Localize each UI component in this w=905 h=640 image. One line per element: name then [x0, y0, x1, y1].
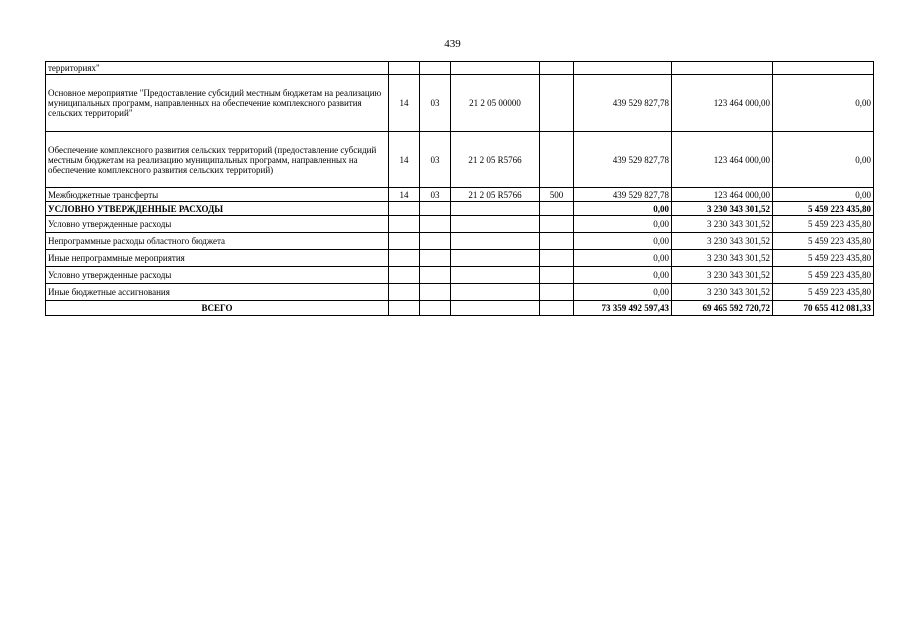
row-csr: [451, 216, 540, 233]
row-year1: 0,00: [574, 233, 672, 250]
row-year2: 3 230 343 301,52: [672, 202, 773, 216]
row-year3: 5 459 223 435,80: [773, 267, 874, 284]
row-rz: [420, 250, 451, 267]
row-gr: 14: [389, 132, 420, 188]
row-year1: 439 529 827,78: [574, 188, 672, 202]
row-rz: 03: [420, 132, 451, 188]
row-year1: 439 529 827,78: [574, 132, 672, 188]
row-year2: 3 230 343 301,52: [672, 250, 773, 267]
row-rz: [420, 233, 451, 250]
row-csr: [451, 202, 540, 216]
row-gr: [389, 62, 420, 75]
total-row: [46, 301, 874, 316]
row-year1: 0,00: [574, 202, 672, 216]
row-csr: [451, 62, 540, 75]
row-csr: [451, 284, 540, 301]
row-year3: [773, 62, 874, 75]
row-year3: 0,00: [773, 75, 874, 132]
row-vr: [540, 250, 574, 267]
total-year1: 73 359 492 597,43: [574, 301, 672, 316]
row-vr: [540, 216, 574, 233]
row-csr: 21 2 05 R5766: [451, 188, 540, 202]
total-gr: [389, 301, 420, 316]
row-year3: 0,00: [773, 132, 874, 188]
row-vr: [540, 62, 574, 75]
row-gr: [389, 267, 420, 284]
table-row: [46, 62, 874, 75]
total-csr: [451, 301, 540, 316]
row-rz: [420, 216, 451, 233]
row-year2: 3 230 343 301,52: [672, 267, 773, 284]
table-row: [46, 188, 874, 202]
row-vr: [540, 233, 574, 250]
total-rz: [420, 301, 451, 316]
row-rz: 03: [420, 75, 451, 132]
row-year1: [574, 62, 672, 75]
row-name: Условно утвержденные расходы: [46, 216, 389, 233]
row-rz: [420, 62, 451, 75]
row-name: Непрограммные расходы областного бюджета: [46, 233, 389, 250]
row-year2: 123 464 000,00: [672, 75, 773, 132]
row-year2: [672, 62, 773, 75]
row-rz: [420, 202, 451, 216]
page-number: 439: [444, 38, 461, 50]
row-csr: [451, 267, 540, 284]
table-row: [46, 216, 874, 233]
row-year3: 0,00: [773, 188, 874, 202]
budget-table: [45, 61, 874, 316]
row-year3: 5 459 223 435,80: [773, 284, 874, 301]
row-year2: 123 464 000,00: [672, 132, 773, 188]
row-year1: 0,00: [574, 250, 672, 267]
row-year1: 0,00: [574, 216, 672, 233]
row-name: Основное мероприятие "Предоставление субсидий местным бюджетам на реализацию муниципальных программ, направленных на обеспечение комплексного развития сельских территорий": [46, 75, 389, 132]
row-gr: [389, 250, 420, 267]
row-gr: 14: [389, 75, 420, 132]
row-name: Условно утвержденные расходы: [46, 267, 389, 284]
row-year1: 439 529 827,78: [574, 75, 672, 132]
total-label: ВСЕГО: [46, 301, 389, 316]
table-row: [46, 267, 874, 284]
row-gr: [389, 216, 420, 233]
row-gr: [389, 202, 420, 216]
row-vr: [540, 202, 574, 216]
row-csr: [451, 250, 540, 267]
table-row: [46, 233, 874, 250]
row-year3: 5 459 223 435,80: [773, 202, 874, 216]
table-row: [46, 132, 874, 188]
row-year3: 5 459 223 435,80: [773, 250, 874, 267]
row-year3: 5 459 223 435,80: [773, 216, 874, 233]
total-year2: 69 465 592 720,72: [672, 301, 773, 316]
row-rz: [420, 267, 451, 284]
total-vr: [540, 301, 574, 316]
row-rz: 03: [420, 188, 451, 202]
total-year3: 70 655 412 081,33: [773, 301, 874, 316]
row-name: Иные бюджетные ассигнования: [46, 284, 389, 301]
table-row: [46, 250, 874, 267]
table-row: [46, 75, 874, 132]
row-rz: [420, 284, 451, 301]
row-name: Иные непрограммные мероприятия: [46, 250, 389, 267]
row-csr: [451, 233, 540, 250]
row-vr: [540, 267, 574, 284]
row-name: УСЛОВНО УТВЕРЖДЕННЫЕ РАСХОДЫ: [46, 202, 389, 216]
row-year2: 3 230 343 301,52: [672, 284, 773, 301]
row-csr: 21 2 05 00000: [451, 75, 540, 132]
row-vr: [540, 132, 574, 188]
row-vr: [540, 75, 574, 132]
row-year2: 123 464 000,00: [672, 188, 773, 202]
row-gr: 14: [389, 188, 420, 202]
row-gr: [389, 284, 420, 301]
row-vr: [540, 284, 574, 301]
row-name: территориях": [46, 62, 389, 75]
row-year3: 5 459 223 435,80: [773, 233, 874, 250]
row-gr: [389, 233, 420, 250]
table-row: [46, 202, 874, 216]
row-name: Обеспечение комплексного развития сельских территорий (предоставление субсидий местным бюджетам на реализацию муниципальных программ, направленных на обеспечение комплексного развития сельских территорий): [46, 132, 389, 188]
table-row: [46, 284, 874, 301]
row-year2: 3 230 343 301,52: [672, 216, 773, 233]
row-name: Межбюджетные трансферты: [46, 188, 389, 202]
row-year1: 0,00: [574, 284, 672, 301]
row-year2: 3 230 343 301,52: [672, 233, 773, 250]
row-csr: 21 2 05 R5766: [451, 132, 540, 188]
row-vr: 500: [540, 188, 574, 202]
row-year1: 0,00: [574, 267, 672, 284]
